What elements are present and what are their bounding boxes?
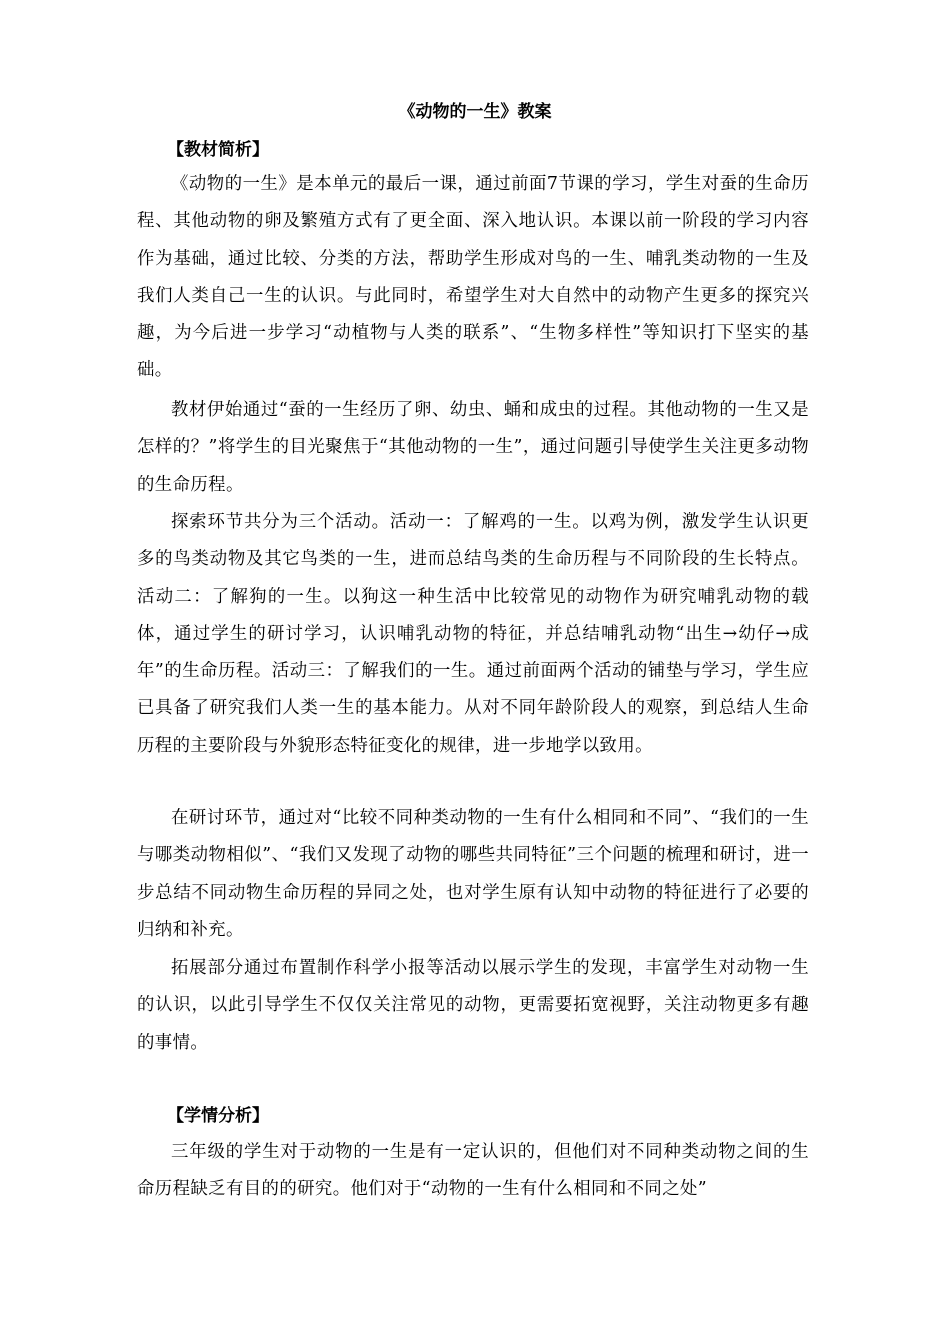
paragraph: 三年级的学生对于动物的一生是有一定认识的，但他们对不同种类动物之间的生命历程缺乏有目的的研究。他们对于“动物的一生有什么相同和不同之处” <box>137 1142 809 1200</box>
paragraph: 拓展部分通过布置制作科学小报等活动以展示学生的发现，丰富学生对动物一生的认识，以此引导学生不仅仅关注常见的动物，更需要拓宽视野，关注动物更多有趣的事情。 <box>137 958 809 1053</box>
section-heading-learner-analysis: 【学情分析】 <box>167 1106 269 1126</box>
paragraph: 《动物的一生》是本单元的最后一课，通过前面7节课的学习，学生对蚕的生命历程、其他动物的卵及繁殖方式有了更全面、深入地认识。本课以前一阶段的学习内容作为基础，通过比较、分类的方法，帮助学生形成对鸟的一生、哺乳类动物的一生及我们人类自己一生的认识。与此同时，希望学生对大自然中的动物产生更多的探究兴趣，为今后进一步学习“动植物与人类的联系”、“生物多样性”等知识打下坚实的基础。 <box>137 174 809 381</box>
paragraph: 探索环节共分为三个活动。活动一：了解鸡的一生。以鸡为例，激发学生认识更多的鸟类动物及其它鸟类的一生，进而总结鸟类的生命历程与不同阶段的生长特点。活动二：了解狗的一生。以狗这一种生活中比较常见的动物作为研究哺乳动物的载体，通过学生的研讨学习，认识哺乳动物的特征，并总结哺乳动物“出生→幼仔→成年”的生命历程。活动三：了解我们的一生。通过前面两个活动的铺垫与学习，学生应已具备了研究我们人类一生的基本能力。从对不同年龄阶段人的观察，到总结人生命历程的主要阶段与外貌形态特征变化的规律，进一步地学以致用。 <box>137 512 809 756</box>
document-title: 《动物的一生》教案 <box>398 102 552 122</box>
paragraph: 在研讨环节，通过对“比较不同种类动物的一生有什么相同和不同”、“我们的一生与哪类动物相似”、“我们又发现了动物的哪些共同特征”三个问题的梳理和研讨，进一步总结不同动物生命历程的异同之处，也对学生原有认知中动物的特征进行了必要的归纳和补充。 <box>137 808 809 940</box>
paragraph: 教材伊始通过“蚕的一生经历了卵、幼虫、蛹和成虫的过程。其他动物的一生又是怎样的？”将学生的目光聚焦于“其他动物的一生”，通过问题引导使学生关注更多动物的生命历程。 <box>137 400 809 495</box>
section-heading-textbook-analysis: 【教材简析】 <box>167 140 269 160</box>
